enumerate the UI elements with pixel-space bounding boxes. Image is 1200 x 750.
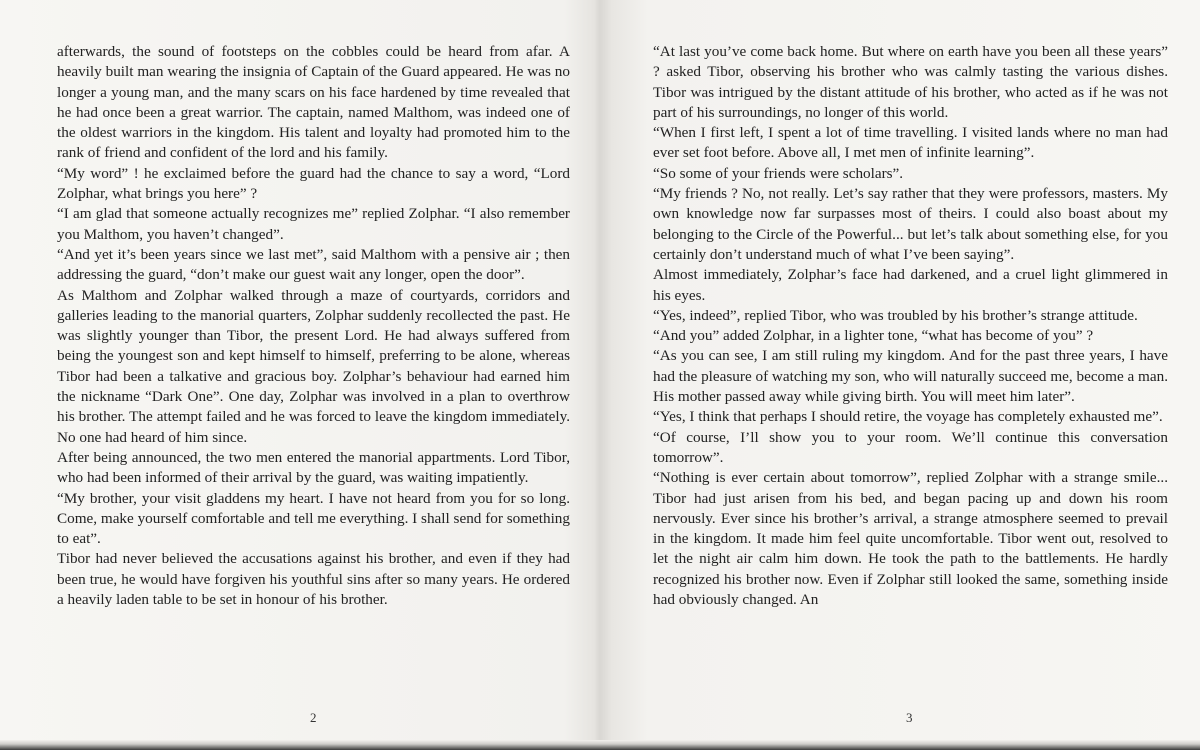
paragraph: As Malthom and Zolphar walked through a maze of courtyards, corridors and galleries leading to the manorial quarters, Zolphar suddenly recollected the past. He was slightly younger than Tibor, the present Lord. He had always suffered from being the youngest son and kept himself to himself, preferring to be alone, whereas Tibor had been a talkative and gracious boy. Zolphar’s behaviour had earned him the nickname “Dark One”. One day, Zolphar was involved in a plan to overthrow his brother. The attempt failed and he was forced to leave the kingdom immediately. No one had heard of him since.	[57, 286, 570, 446]
paragraph: “And you” added Zolphar, in a lighter tone, “what has become of you” ?	[653, 327, 1094, 345]
paragraph: “Yes, I think that perhaps I should retire, the voyage has completely exhausted me”.	[653, 408, 1163, 426]
paragraph: afterwards, the sound of footsteps on the cobbles could be heard from afar. A heavily built man wearing the insignia of Captain of the Guard appeared. He was no longer a young man, and the many scars on his face hardened by time revealed that he had once been a great warrior. The captain, named Malthom, was indeed one of the oldest warriors in the kingdom. His talent and loyalty had promoted him to the rank of friend and confident of the lord and his family.	[57, 43, 570, 162]
paragraph: “My word” ! he exclaimed before the guard had the chance to say a word, “Lord Zolphar, what brings you here” ?	[57, 164, 570, 203]
paragraph: Tibor had never believed the accusations against his brother, and even if they had been true, he would have forgiven his youthful sins after so many years. He ordered a heavily laden table to be set in honour of his brother.	[57, 550, 570, 609]
book-bottom-edge	[0, 740, 1200, 750]
left-page	[57, 42, 570, 610]
paragraph: “When I first left, I spent a lot of time travelling. I visited lands where no man had ever set foot before. Above all, I met men of infinite learning”.	[653, 124, 1168, 162]
paragraph: “As you can see, I am still ruling my kingdom. And for the past three years, I have had the pleasure of watching my son, who will naturally succeed me, become a man. His mother passed away while giving birth. You will meet him later”.	[653, 347, 1168, 406]
paragraph: “I am glad that someone actually recognizes me” replied Zolphar. “I also remember you Malthom, you haven’t changed”.	[57, 205, 570, 243]
right-page-number: 3	[906, 710, 913, 725]
left-page-text	[57, 42, 570, 610]
paragraph: Almost immediately, Zolphar’s face had darkened, and a cruel light glimmered in his eyes.	[653, 266, 1168, 304]
left-page-number: 2	[310, 710, 317, 725]
paragraph: “Yes, indeed”, replied Tibor, who was troubled by his brother’s strange attitude.	[653, 306, 1138, 324]
paragraph: “My brother, your visit gladdens my heart. I have not heard from you for so long. Come, make yourself comfortable and tell me everything. I shall send for something to eat”.	[57, 489, 570, 548]
paragraph: “My friends ? No, not really. Let’s say rather that they were professors, masters. My own knowledge now far surpasses most of theirs. I could also boast about my belonging to the Circle of the Powerful... but let’s talk about something else, for you certainly don’t understand much of what I’ve been saying”.	[653, 185, 1168, 263]
paragraph: “Nothing is ever certain about tomorrow”, replied Zolphar with a strange smile... Tibor had just arisen from his bed, and began pacing up and down his room nervously. Ever since his brother’s arrival, a strange atmosphere seemed to prevail in the kingdom. It made him feel quite uncomfortable. Tibor went out, resolved to let the night air calm him down. He took the path to the battlements. He hardly recognized his brother now. Even if Zolphar still looked the same, something inside had obviously changed. An	[653, 469, 1168, 609]
paragraph: “At last you’ve come back home. But where on earth have you been all these years” ? asked Tibor, observing his brother who was calmly tasting the various dishes. Tibor was intrigued by the distant attitude of his brother, who acted as if he was not part of his surroundings, no longer of this world.	[653, 43, 1168, 121]
paragraph: After being announced, the two men entered the manorial appartments. Lord Tibor, who had been informed of their arrival by the guard, was waiting impatiently.	[57, 448, 570, 487]
paragraph: “Of course, I’ll show you to your room. We’ll continue this conversation tomorrow”.	[653, 428, 1168, 466]
paragraph: “So some of your friends were scholars”.	[653, 164, 904, 182]
paragraph: “And yet it’s been years since we last met”, said Malthom with a pensive air ; then addressing the guard, “don’t make our guest wait any longer, open the door”.	[57, 245, 570, 284]
right-page-text	[653, 42, 1168, 610]
right-page	[653, 42, 1168, 610]
